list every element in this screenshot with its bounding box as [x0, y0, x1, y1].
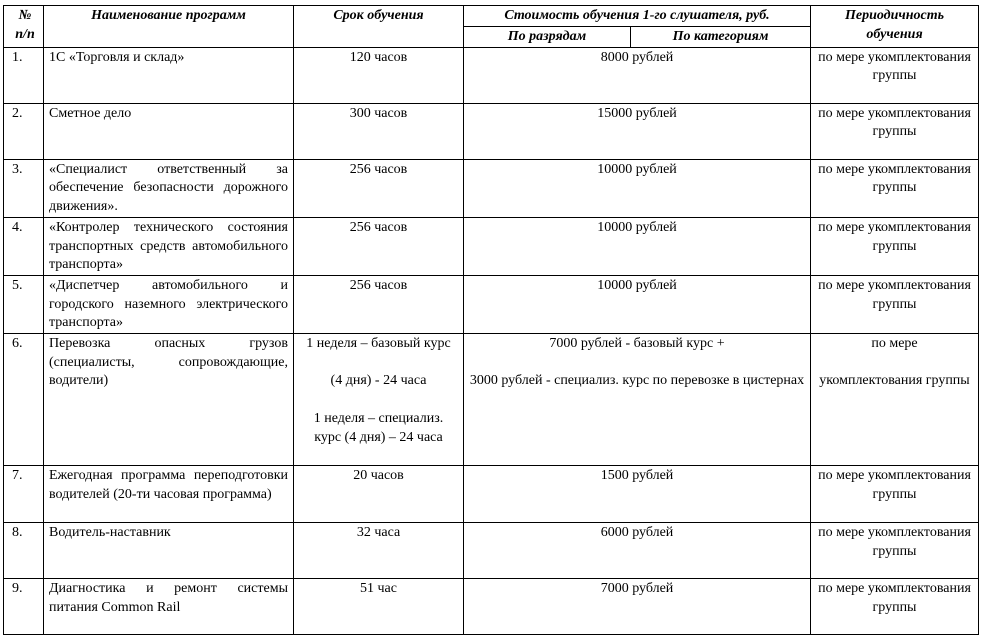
row-num: 6.	[4, 334, 44, 466]
cost-line: 7000 рублей - базовый курс +	[549, 336, 725, 352]
header-name: Наименование программ	[44, 6, 294, 48]
program-duration: 256 часов	[294, 275, 464, 333]
program-duration	[294, 334, 464, 466]
table-row	[4, 103, 979, 159]
program-name: Водитель-наставник	[44, 523, 294, 579]
row-num: 4.	[4, 217, 44, 275]
program-periodicity: по мере укомплектования группы	[811, 217, 979, 275]
row-num: 9.	[4, 579, 44, 635]
program-periodicity: по мере укомплектования группы	[811, 579, 979, 635]
periodicity-line: укомплектования группы	[819, 373, 970, 389]
row-num: 1.	[4, 47, 44, 103]
program-duration: 51 час	[294, 579, 464, 635]
program-periodicity: по мере укомплектования группы	[811, 159, 979, 217]
table-row	[4, 217, 979, 275]
duration-line: 1 неделя – специализ. курс (4 дня) – 24 часа	[313, 410, 444, 445]
row-num: 5.	[4, 275, 44, 333]
program-name: Диагностика и ремонт системы питания Common Rail	[44, 579, 294, 635]
program-cost: 10000 рублей	[464, 217, 811, 275]
program-name: 1С «Торговля и склад»	[44, 47, 294, 103]
program-name: «Диспетчер автомобильного и городского наземного электрического транспорта»	[44, 275, 294, 333]
table-row	[4, 275, 979, 333]
program-cost: 10000 рублей	[464, 275, 811, 333]
table-header	[4, 6, 979, 48]
program-duration: 120 часов	[294, 47, 464, 103]
header-cost: Стоимость обучения 1-го слушателя, руб.	[464, 6, 811, 27]
program-cost: 15000 рублей	[464, 103, 811, 159]
program-duration: 256 часов	[294, 159, 464, 217]
program-periodicity: по мере укомплектования группы	[811, 275, 979, 333]
table-row	[4, 579, 979, 635]
header-num: № п/п	[4, 6, 44, 48]
program-name: «Контролер технического состояния транспортных средств автомобильного транспорта»	[44, 217, 294, 275]
program-periodicity: по мере укомплектования группы	[811, 103, 979, 159]
header-cost-by-grade: По разрядам	[464, 26, 631, 47]
program-name: «Специалист ответственный за обеспечение безопасности дорожного движения».	[44, 159, 294, 217]
program-cost: 10000 рублей	[464, 159, 811, 217]
header-cost-by-category: По категориям	[631, 26, 811, 47]
row-num: 7.	[4, 466, 44, 523]
row-num: 3.	[4, 159, 44, 217]
header-duration: Срок обучения	[294, 6, 464, 48]
row-num: 2.	[4, 103, 44, 159]
program-duration: 20 часов	[294, 466, 464, 523]
program-cost: 8000 рублей	[464, 47, 811, 103]
duration-line: 1 неделя – базовый курс	[306, 336, 451, 352]
program-duration: 32 часа	[294, 523, 464, 579]
program-periodicity: по мере укомплектования группы	[811, 523, 979, 579]
program-name: Ежегодная программа переподготовки водителей (20-ти часовая программа)	[44, 466, 294, 523]
table-row	[4, 523, 979, 579]
table-row	[4, 159, 979, 217]
program-duration: 300 часов	[294, 103, 464, 159]
program-cost: 7000 рублей	[464, 579, 811, 635]
program-periodicity: по мере укомплектования группы	[811, 47, 979, 103]
programs-table	[3, 5, 979, 635]
program-cost: 1500 рублей	[464, 466, 811, 523]
program-periodicity	[811, 334, 979, 466]
row-num: 8.	[4, 523, 44, 579]
cost-line: 3000 рублей - специализ. курс по перевозке в цистернах	[469, 373, 805, 389]
duration-line: (4 дня) - 24 часа	[330, 373, 427, 389]
program-periodicity: по мере укомплектования группы	[811, 466, 979, 523]
table-body	[4, 47, 979, 634]
program-cost: 6000 рублей	[464, 523, 811, 579]
program-name: Перевозка опасных грузов (специалисты, сопровождающие, водители)	[44, 334, 294, 466]
table-row	[4, 466, 979, 523]
program-name: Сметное дело	[44, 103, 294, 159]
table-row	[4, 334, 979, 466]
program-duration: 256 часов	[294, 217, 464, 275]
header-periodicity: Периодичность обучения	[811, 6, 979, 48]
program-cost	[464, 334, 811, 466]
table-row	[4, 47, 979, 103]
periodicity-line: по мере	[871, 336, 918, 352]
